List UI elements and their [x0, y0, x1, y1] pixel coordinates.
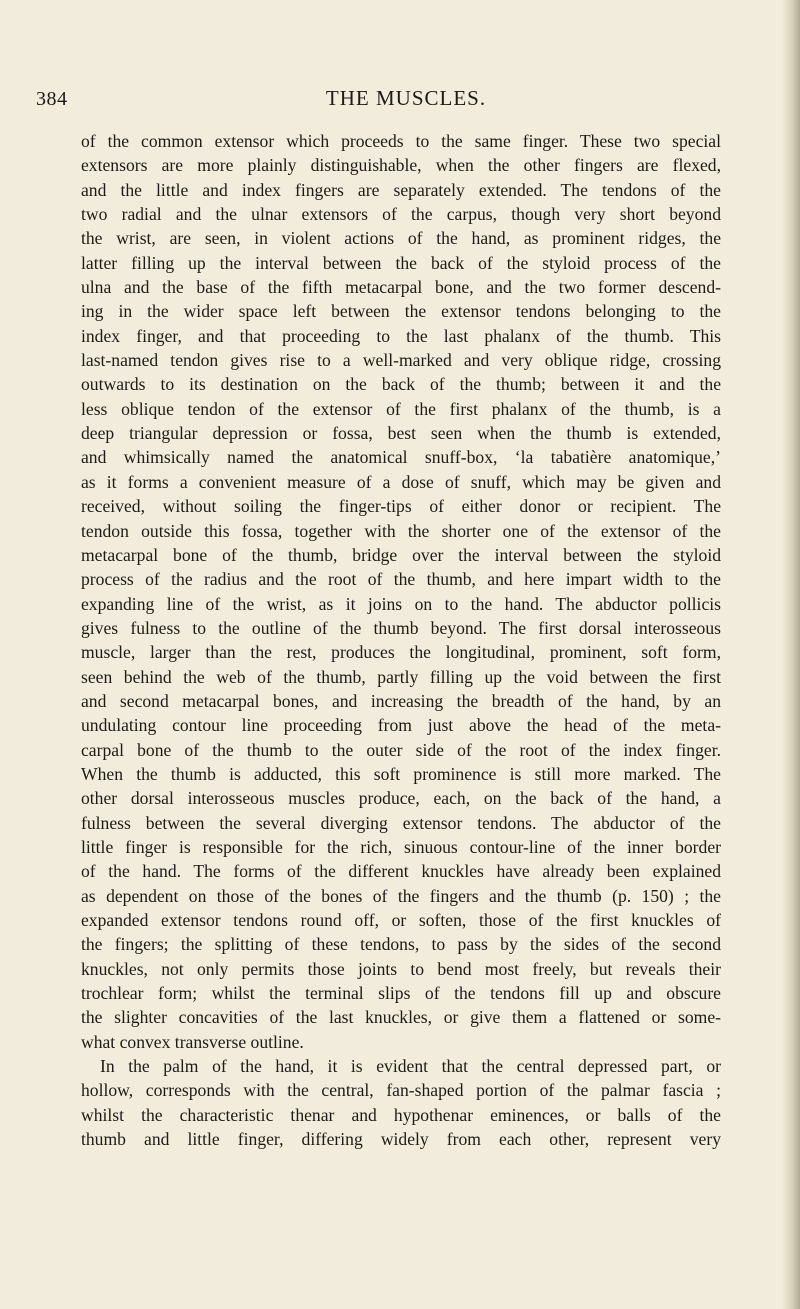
- text-line: seen behind the web of the thumb, partly filling up the void between the first: [81, 666, 721, 687]
- text-line: the slighter concavities of the last knuckles, or give them a flattened or some-: [81, 1007, 721, 1028]
- text-line: carpal bone of the thumb to the outer side of the root of the index finger.: [81, 739, 721, 760]
- text-line: whilst the characteristic thenar and hypothenar eminences, or balls of the: [81, 1104, 721, 1125]
- text-line: index finger, and that proceeding to the last phalanx of the thumb. This: [81, 325, 721, 346]
- text-line: ing in the wider space left between the extensor tendons belonging to the: [81, 301, 721, 322]
- running-title: THE MUSCLES.: [325, 86, 487, 110]
- text-line: and whimsically named the anatomical snuff-box, ‘la tabatière anatomique,’: [81, 447, 721, 468]
- text-line: two radial and the ulnar extensors of the carpus, though very short beyond: [81, 204, 721, 225]
- text-line: the wrist, are seen, in violent actions of the hand, as prominent ridges, the: [81, 228, 721, 249]
- page-edge-shadow: [782, 0, 800, 1309]
- text-line: and the little and index fingers are separately extended. The tendons of the: [81, 179, 721, 200]
- text-line: process of the radius and the root of the thumb, and here impart width to the: [81, 569, 721, 590]
- text-line: tendon outside this fossa, together with the shorter one of the extensor of the: [81, 520, 721, 541]
- text-line: metacarpal bone of the thumb, bridge over the interval between the styloid: [81, 544, 721, 565]
- text-line: ulna and the base of the fifth metacarpal bone, and the two former descend-: [81, 277, 721, 298]
- text-line: what convex transverse outline.: [81, 1031, 304, 1052]
- text-line: little finger is responsible for the rich, sinuous contour-line of the inner border: [81, 836, 721, 857]
- text-line: as dependent on those of the bones of the fingers and the thumb (p. 150) ; the: [81, 885, 721, 906]
- text-line: muscle, larger than the rest, produces the longitudinal, prominent, soft form,: [81, 642, 721, 663]
- text-line: received, without soiling the finger-tips of either donor or recipient. The: [81, 496, 721, 517]
- text-line: fulness between the several diverging extensor tendons. The abductor of the: [81, 812, 721, 833]
- text-line: extensors are more plainly distinguishable, when the other fingers are flexed,: [81, 155, 721, 176]
- text-line: trochlear form; whilst the terminal slips of the tendons fill up and obscure: [81, 983, 721, 1004]
- text-line: undulating contour line proceeding from just above the head of the meta-: [81, 715, 721, 736]
- page-number: 384: [36, 88, 68, 110]
- text-line: expanded extensor tendons round off, or soften, those of the first knuckles of: [81, 910, 721, 930]
- text-line: In the palm of the hand, it is evident that the central depressed part, or: [100, 1056, 721, 1077]
- text-line: other dorsal interosseous muscles produce, each, on the back of the hand, a: [81, 788, 721, 809]
- text-line: knuckles, not only permits those joints to bend most freely, but reveals their: [81, 958, 721, 979]
- text-line: less oblique tendon of the extensor of the first phalanx of the thumb, is a: [81, 398, 721, 419]
- text-line: outwards to its destination on the back of the thumb; between it and the: [81, 374, 721, 395]
- running-head: [36, 84, 736, 114]
- text-line: gives fulness to the outline of the thumb beyond. The first dorsal interosseous: [81, 617, 721, 638]
- text-line: thumb and little finger, differing widely from each other, represent very: [81, 1129, 721, 1150]
- text-line: latter filling up the interval between the back of the styloid process of the: [81, 252, 721, 273]
- text-line: of the hand. The forms of the different knuckles have already been explained: [81, 861, 721, 882]
- text-line: as it forms a convenient measure of a dose of snuff, which may be given and: [81, 471, 721, 492]
- text-line: expanding line of the wrist, as it joins on to the hand. The abductor pollicis: [81, 593, 721, 614]
- text-line: the fingers; the splitting of these tendons, to pass by the sides of the second: [81, 934, 721, 955]
- text-line: deep triangular depression or fossa, best seen when the thumb is extended,: [81, 423, 721, 444]
- text-line: When the thumb is adducted, this soft prominence is still more marked. The: [81, 763, 721, 784]
- text-line: of the common extensor which proceeds to the same finger. These two special: [81, 131, 721, 151]
- body-text: [81, 129, 721, 1151]
- text-line: last-named tendon gives rise to a well-marked and very oblique ridge, crossing: [81, 350, 721, 371]
- text-line: hollow, corresponds with the central, fan-shaped portion of the palmar fascia ;: [81, 1080, 721, 1101]
- text-line: and second metacarpal bones, and increasing the breadth of the hand, by an: [81, 690, 721, 711]
